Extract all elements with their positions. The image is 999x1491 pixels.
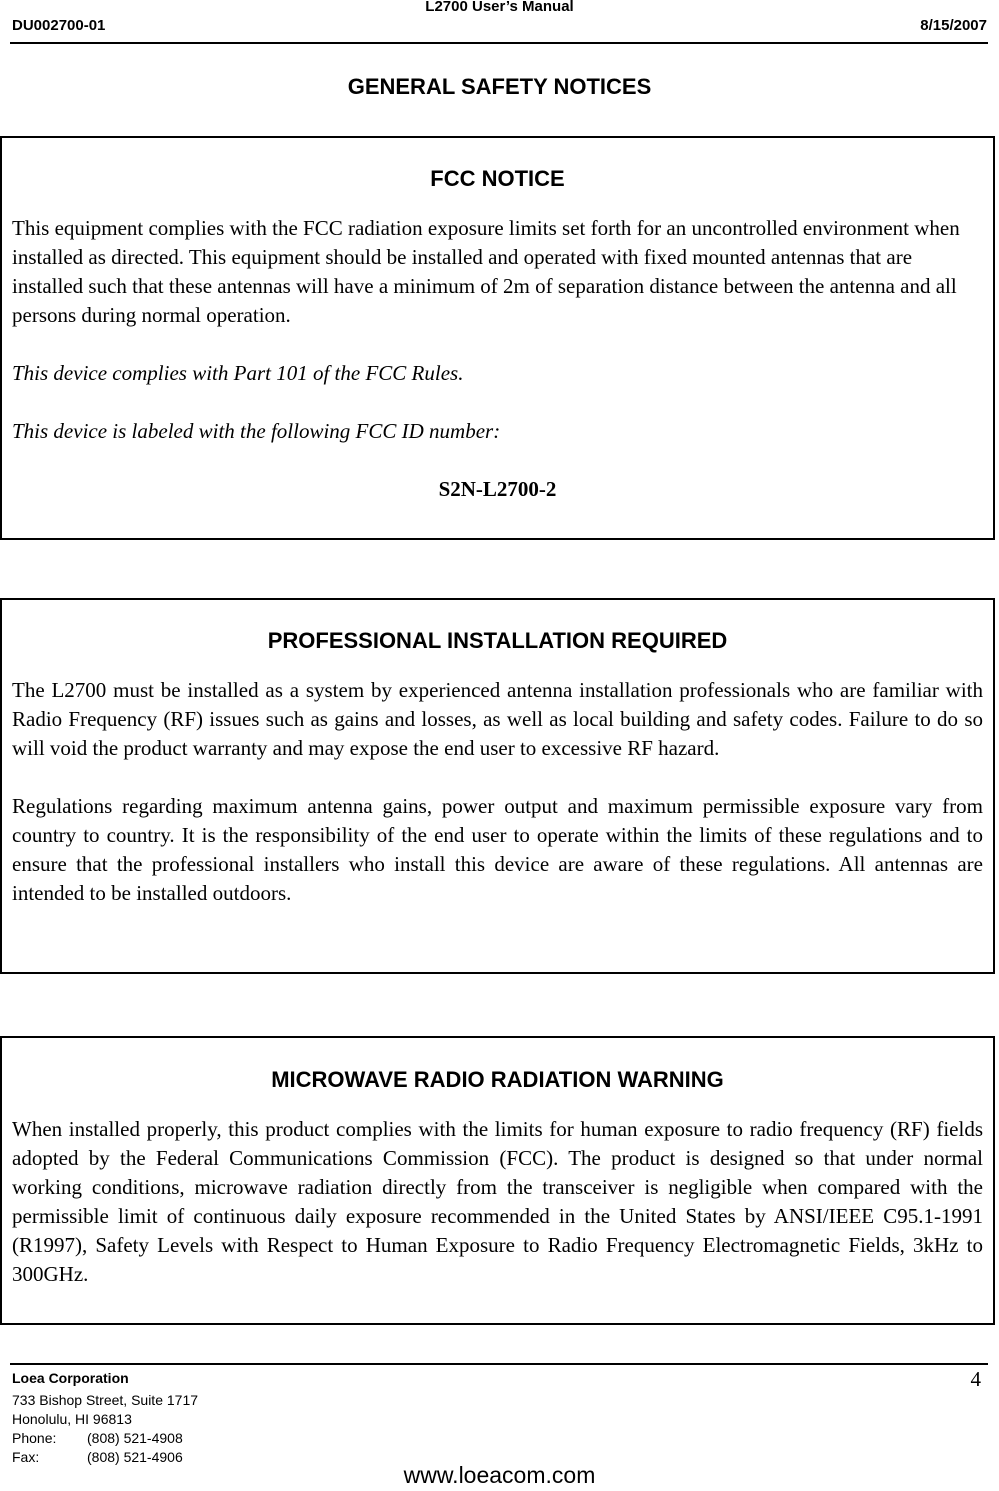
- doc-date: 8/15/2007: [920, 17, 987, 34]
- header-divider: [10, 42, 988, 44]
- fcc-label-intro: This device is labeled with the following FCC ID number:: [12, 419, 501, 443]
- page-number: 4: [970, 1367, 981, 1391]
- microwave-warning-title: MICROWAVE RADIO RADIATION WARNING: [271, 1067, 724, 1092]
- footer-phone-number: (808) 521-4908: [87, 1430, 183, 1446]
- footer-divider: [10, 1363, 988, 1365]
- fcc-id-number: S2N-L2700-2: [438, 477, 557, 501]
- microwave-warning-box: [0, 1036, 995, 1325]
- doc-number: DU002700-01: [12, 17, 106, 34]
- microwave-warning-paragraph: When installed properly, this product complies with the limits for human exposure to radio frequency (RF) fields adopted by the Federal Communications Commission (FCC). The product is designed so that under normal working conditions, microwave radiation directly from the transceiver is negligible when compared with the permissible limit of continuous daily exposure recommended in the United States by ANSI/IEEE C95.1-1991 (R1997), Safety Levels with Respect to Human Exposure to Radio Frequency Electromagnetic Fields, 3kHz to 300GHz.: [12, 1117, 983, 1286]
- footer-address-line-2: Honolulu, HI 96813: [12, 1411, 132, 1427]
- footer-fax-label: Fax:: [12, 1449, 40, 1465]
- page-title: GENERAL SAFETY NOTICES: [347, 74, 652, 99]
- fcc-notice-paragraph: This equipment complies with the FCC radiation exposure limits set forth for an uncontrolled environment when installed as directed. This equipment should be installed and operated with fixed mounted antennas that are installed such that these antennas will have a minimum of 2m of separation distance between the antenna and all persons during normal operation.: [12, 216, 960, 327]
- footer-phone: [12, 1430, 183, 1446]
- footer-website-link[interactable]: www.loeacom.com: [403, 1462, 596, 1488]
- professional-installation-paragraph-2: Regulations regarding maximum antenna gains, power output and maximum permissible exposure vary from country to country. It is the responsibility of the end user to operate within the limits of these regulations and to ensure that the professional installers who install this device are aware of these regulations. All antennas are intended to be installed outdoors.: [12, 794, 983, 905]
- footer-phone-label: Phone:: [12, 1430, 57, 1446]
- professional-installation-paragraph-1: The L2700 must be installed as a system by experienced antenna installation professionals who are familiar with Radio Frequency (RF) issues such as gains and losses, as well as local building and safety codes. Failure to do so will void the product warranty and may expose the end user to excessive RF hazard.: [12, 678, 983, 760]
- footer-address-line-1: 733 Bishop Street, Suite 1717: [12, 1392, 199, 1408]
- fcc-rules-statement: This device complies with Part 101 of the FCC Rules.: [12, 361, 464, 385]
- fcc-notice-box: [0, 136, 995, 540]
- professional-installation-box: [0, 598, 995, 974]
- manual-title: L2700 User’s Manual: [425, 0, 574, 15]
- footer-company: Loea Corporation: [12, 1370, 129, 1386]
- footer-fax-number: (808) 521-4906: [87, 1449, 183, 1465]
- fcc-notice-title: FCC NOTICE: [430, 166, 565, 191]
- professional-installation-title: PROFESSIONAL INSTALLATION REQUIRED: [267, 628, 728, 653]
